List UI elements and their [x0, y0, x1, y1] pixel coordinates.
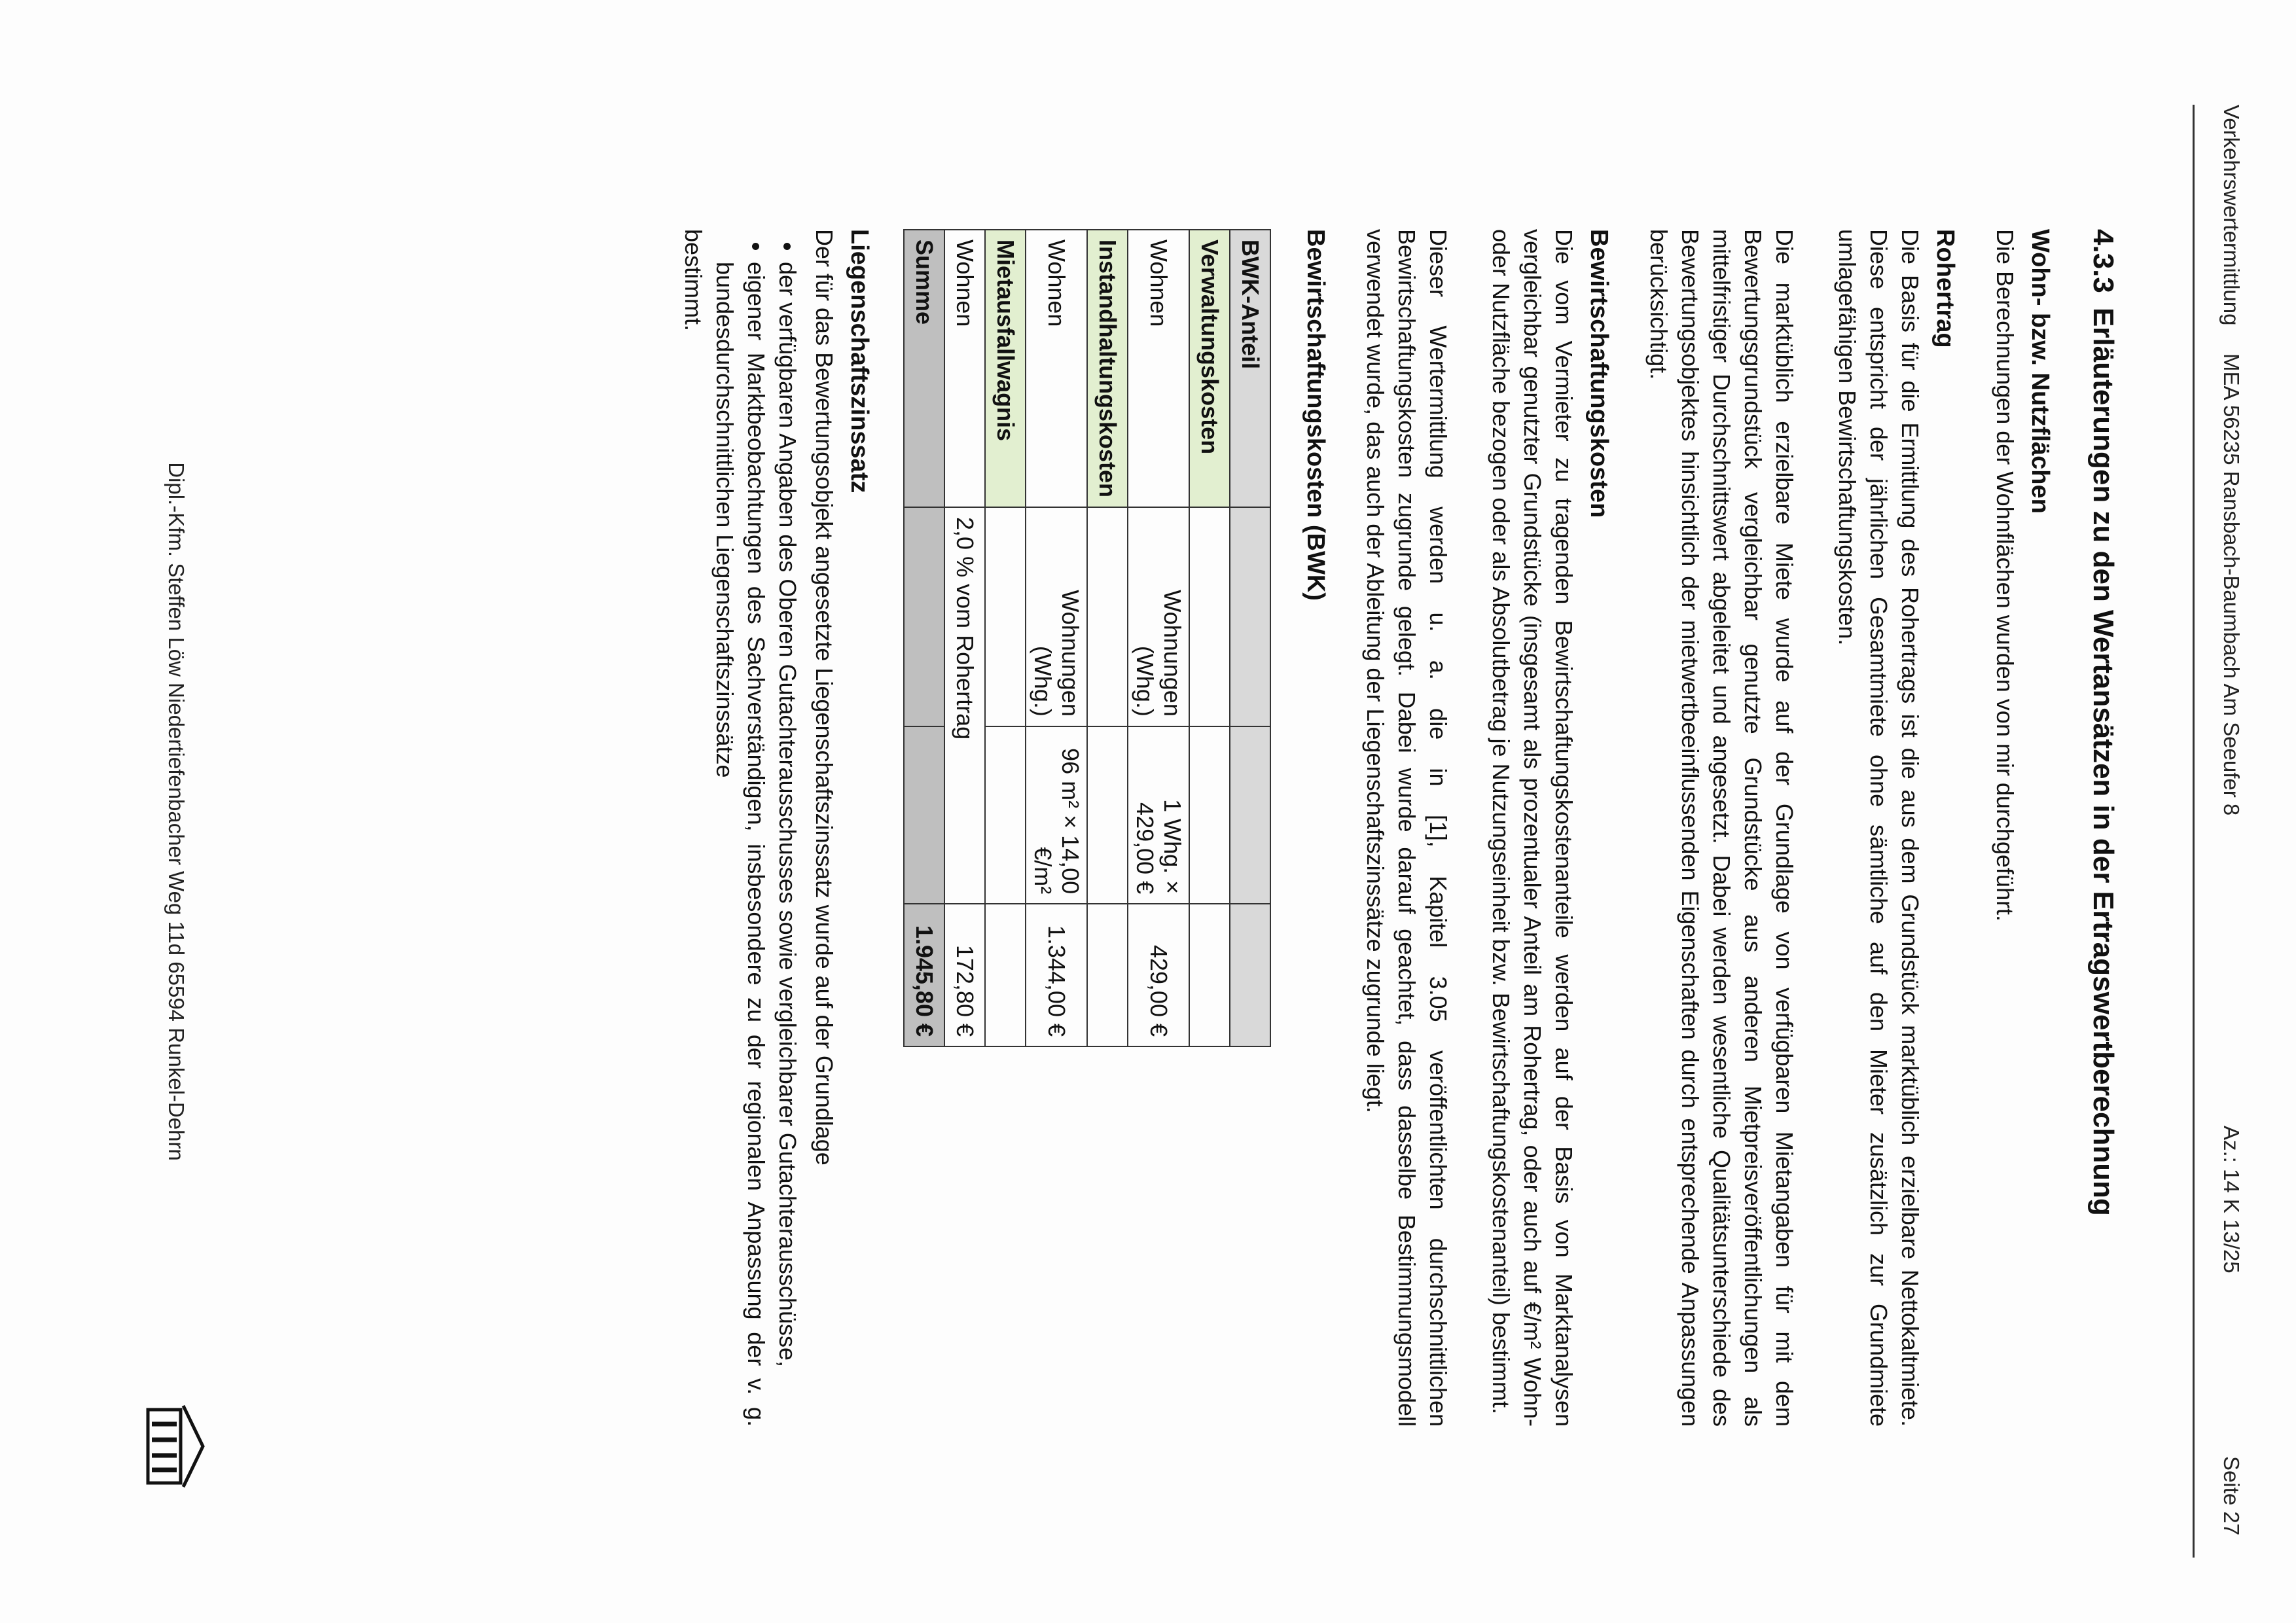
bwk-amount: 1.344,00 € — [1026, 904, 1087, 1046]
header-file-number: Az.: 14 K 13/25 — [2219, 1126, 2244, 1274]
section-liegenschaftszinssatz — [677, 229, 873, 1427]
table-cell — [1189, 904, 1230, 1046]
header-rule — [2193, 105, 2195, 1558]
bwk-header-cell — [1230, 507, 1270, 726]
bwk-group-label: Instandhaltungskosten — [1087, 230, 1128, 507]
liegenschaftszinssatz-heading: Liegenschaftszinssatz — [846, 229, 873, 493]
table-cell — [904, 507, 944, 726]
bwk-group-label: Mietausfallwagnis — [985, 230, 1026, 507]
bwk-calculation: 96 m² × 14,00 €/m² — [1026, 726, 1087, 904]
table-row — [1026, 230, 1087, 1046]
bwk-header-cell — [1230, 726, 1270, 904]
bwk-group-row — [1189, 230, 1230, 1046]
bwk-group-row — [985, 230, 1026, 1046]
bwk-group-label: Verwaltungskosten — [1189, 230, 1230, 507]
list-item: • der verfügbaren Angaben des Oberen Gutachterausschusses sowie vergleichbarer Gutachterausschüsse, — [772, 262, 803, 1427]
bwk-basis: 2,0 % vom Rohertrag — [944, 507, 985, 904]
header-doc-title: Verkehrswertermittlung — [2219, 105, 2244, 326]
table-cell — [1087, 904, 1128, 1046]
section-bwk-table — [903, 229, 1329, 1427]
section-rohertrag — [1643, 229, 1959, 1427]
company-logo — [143, 1400, 208, 1492]
rohertrag-heading: Rohertrag — [1931, 229, 1959, 348]
list-end-wrapper — [677, 229, 709, 1427]
liegenschaftszinssatz-end: bestimmt. — [680, 229, 707, 332]
bwk-sum-row — [904, 230, 944, 1046]
header-page-number: Seite 27 — [2219, 1456, 2244, 1536]
main-content — [647, 229, 2119, 1427]
bewirtschaftungskosten-heading: Bewirtschaftungskosten — [1585, 229, 1613, 518]
table-row — [1128, 230, 1189, 1046]
liegenschaftszinssatz-list — [677, 229, 803, 1427]
bewirtschaftungskosten-paragraph-1: Die vom Vermieter zu tragenden Bewirtschaftungskostenanteile werden auf der Basis von Marktanalysen vergleichbar genutzter Grundstücke (insgesamt als prozentualer Anteil am Rohertrag, oder auch auf €/m² Wohn- oder Nutzfläche bezogen oder als Absolutbetrag je Nutzungseinheit bzw. Bewirtschaftungskostenanteil) bestimmt. — [1488, 229, 1577, 1427]
section-number: 4.3.3 — [2087, 229, 2119, 293]
table-cell — [985, 904, 1026, 1046]
bwk-header-cell: BWK-Anteil — [1230, 230, 1270, 507]
bwk-header-cell — [1230, 904, 1270, 1046]
bwk-calculation: 1 Whg. × 429,00 € — [1128, 726, 1189, 904]
rohertrag-paragraph-2: Die marktüblich erzielbare Miete wurde auf der Grundlage von verfügbaren Mietangaben für mit dem Bewertungsgrundstück vergleichbar genutzte Grundstücke aus anderen Mietpreisveröffentlichungen als mittelfristiger Durchschnittswert abgeleitet und angesetzt. Dabei werden wesentliche Qualitätsunterschiede des Bewertungsobjektes hinsichtlich der mietwertbeeinflussenden Eigenschaften durch entsprechende Anpassungen berücksichtigt. — [1645, 229, 1798, 1427]
bwk-basis: Wohnungen (Whg.) — [1026, 507, 1087, 726]
bwk-header-row — [1230, 230, 1270, 1046]
table-cell — [904, 726, 944, 904]
table-cell — [1087, 726, 1128, 904]
bwk-amount: 429,00 € — [1128, 904, 1189, 1046]
table-cell — [1087, 507, 1128, 726]
table-cell — [985, 507, 1026, 726]
bwk-amount: 172,80 € — [944, 904, 985, 1046]
section-wohnflaechen — [1989, 229, 2054, 1427]
section-title: Erläuterungen zu den Wertansätzen in der Ertragswertberechnung — [2087, 308, 2119, 1216]
bwk-sum-value: 1.945,80 € — [904, 904, 944, 1046]
list-item: • eigener Marktbeobachtungen des Sachverständigen, insbesondere zu der regionalen Anpassung der v. g. bundesdurchschnittlichen Liegenschaftszinssätze — [709, 262, 772, 1427]
bwk-group-row — [1087, 230, 1128, 1046]
section-heading — [2087, 229, 2119, 1427]
bwk-basis: Wohnungen (Whg.) — [1128, 507, 1189, 726]
table-cell — [1189, 726, 1230, 904]
bwk-use: Wohnen — [944, 230, 985, 507]
bwk-table — [903, 229, 1271, 1047]
bwk-sum-label: Summe — [904, 230, 944, 507]
rohertrag-paragraph-1: Die Basis für die Ermittlung des Rohertrags ist die aus dem Grundstück marktüblich erzielbare Nettokaltmiete. Diese entspricht der jährlichen Gesamtmiete ohne sämtliche auf den Mieter zusätzlich zur Grundmiete umlagefähigen Bewirtschaftungskosten. — [1834, 229, 1924, 1427]
header-property: MEA 56235 Ransbach-Baumbach Am Seeufer 8 — [2219, 353, 2244, 816]
wohnflaechen-text: Die Berechnungen der Wohnflächen wurden von mir durchgeführt. — [1992, 229, 2018, 921]
bwk-heading: Bewirtschaftungskosten (BWK) — [1302, 229, 1329, 601]
bwk-use: Wohnen — [1026, 230, 1087, 507]
wohnflaechen-heading: Wohn- bzw. Nutzflächen — [2026, 229, 2054, 514]
page-footer: Dipl.-Kfm. Steffen Löw Niedertiefenbacher Weg 11d 65594 Runkel-Dehrn — [164, 462, 188, 1161]
bewirtschaftungskosten-paragraph-2: Dieser Wertermittlung werden u. a. die in [1], Kapitel 3.05 veröffentlichten durchschnittlichen Bewirtschaftungskosten zugrunde gelegt. Dabei wurde darauf geachtet, dass dasselbe Bestimmungsmodell verwendet wurde, das auch der Ableitung der Liegenschaftszinssätze zugrunde liegt. — [1362, 229, 1452, 1427]
table-cell — [1189, 507, 1230, 726]
table-row — [944, 230, 985, 1046]
table-cell — [985, 726, 1026, 904]
liegenschaftszinssatz-intro: Der für das Bewertungsobjekt angesetzte Liegenschaftszinssatz wurde auf der Grundlage — [811, 229, 838, 1166]
bwk-use: Wohnen — [1128, 230, 1189, 507]
section-bewirtschaftungskosten — [1359, 229, 1613, 1427]
